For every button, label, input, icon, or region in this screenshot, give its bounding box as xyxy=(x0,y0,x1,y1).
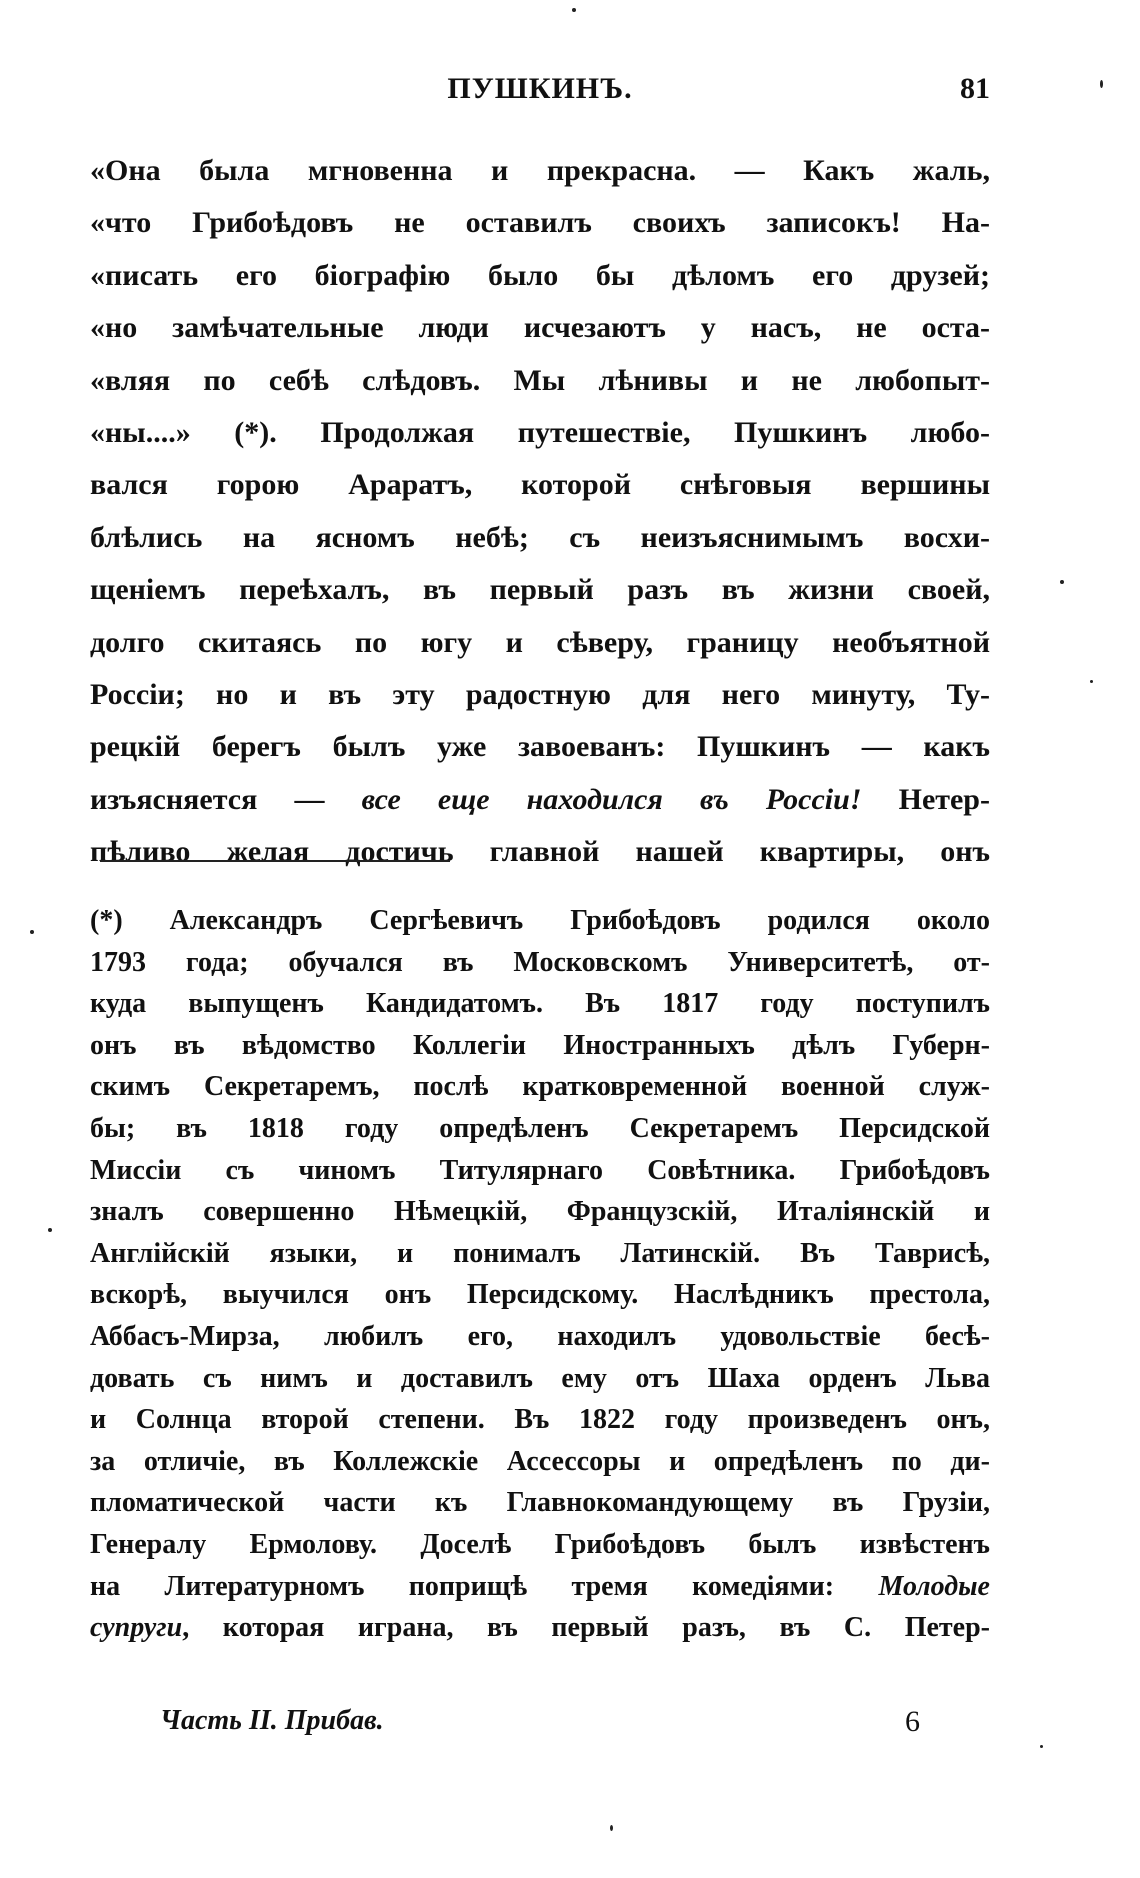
body-line: «ны....» (*). Продолжая путешествіе, Пушкинъ любо- xyxy=(90,416,990,450)
body-line-with-italic xyxy=(90,774,990,826)
footnote-line: пломатической части къ Главнокомандующему въ Грузіи, xyxy=(90,1487,990,1519)
body-line: долго скитаясь по югу и сѣверу, границу необъятной xyxy=(90,625,990,659)
signature-line xyxy=(160,1705,920,1745)
scan-speck xyxy=(1090,680,1093,683)
body-line: рецкій берегъ былъ уже завоеванъ: Пушкинъ — какъ xyxy=(90,730,990,764)
body-italic-quote: все еще находился въ Россіи! xyxy=(361,782,862,816)
footnote-line: Генералу Ермолову. Доселѣ Грибоѣдовъ былъ извѣстенъ xyxy=(90,1528,990,1560)
body-text-segment: изъясняется — xyxy=(90,782,362,816)
footnote-line: онъ въ вѣдомство Коллегіи Иностранныхъ дѣлъ Губерн- xyxy=(90,1029,990,1061)
footnote-line: вскорѣ, выучился онъ Персидскому. Наслѣдникъ престола, xyxy=(90,1279,990,1311)
scan-speck xyxy=(48,1228,52,1232)
footnote-separator xyxy=(100,860,450,862)
body-line: «вляя по себѣ слѣдовъ. Мы лѣнивы и не любопыт- xyxy=(90,363,990,397)
footnote-line: и Солнца второй степени. Въ 1822 году произведенъ онъ, xyxy=(90,1404,990,1436)
running-title: ПУШКИНЪ. xyxy=(447,72,633,105)
footnote-line: Англійскій языки, и понималъ Латинскій. Въ Таврисѣ, xyxy=(90,1237,990,1269)
footnote-italic-title: Молодые xyxy=(878,1570,990,1602)
body-line: щеніемъ переѣхалъ, въ первый разъ въ жизни своей, xyxy=(90,573,990,607)
footnote-line: 1793 года; обучался въ Московскомъ Университетѣ, от- xyxy=(90,946,990,978)
body-line: вался горою Араратъ, которой снѣговыя вершины xyxy=(90,468,990,502)
running-head xyxy=(90,72,990,112)
body-line: пѣливо желая достичь главной нашей квартиры, онъ xyxy=(90,835,990,869)
body-line: Россіи; но и въ эту радостную для него минуту, Ту- xyxy=(90,678,990,712)
footnote-line: бы; въ 1818 году опредѣленъ Секретаремъ Персидской xyxy=(90,1112,990,1144)
footnote-line-with-italic xyxy=(90,1607,990,1649)
scan-speck xyxy=(572,8,576,12)
body-line: «но замѣчательные люди исчезаютъ у насъ, не оста- xyxy=(90,311,990,345)
printer-signature: Часть II. Прибав. xyxy=(160,1705,384,1736)
body-line: «что Грибоѣдовъ не оставилъ своихъ записокъ! На- xyxy=(90,206,990,240)
scan-speck xyxy=(610,1825,613,1831)
footnote-line-with-italic xyxy=(90,1566,990,1608)
scan-speck xyxy=(1060,580,1064,584)
footnote-line: зналъ совершенно Нѣмецкій, Французскій, Италіянскій и xyxy=(90,1196,990,1228)
footnote xyxy=(90,900,990,1649)
scan-speck xyxy=(1100,80,1103,88)
footnote-line: Миссіи съ чиномъ Титулярнаго Совѣтника. Грибоѣдовъ xyxy=(90,1154,990,1186)
body-line: «писать его біографію было бы дѣломъ его друзей; xyxy=(90,258,990,292)
body-text-segment: Нетер- xyxy=(861,782,990,816)
body-line: «Она была мгновенна и прекрасна. — Какъ жаль, xyxy=(90,154,990,187)
footnote-line: за отличіе, въ Коллежскіе Ассессоры и опредѣленъ по ди- xyxy=(90,1445,990,1477)
footnote-line: Аббасъ-Мирза, любилъ его, находилъ удовольствіе бесѣ- xyxy=(90,1320,990,1352)
footnote-line: (*) Александръ Сергѣевичъ Грибоѣдовъ родился около xyxy=(90,905,990,936)
scan-speck xyxy=(30,930,34,934)
footnote-line: скимъ Секретаремъ, послѣ кратковременной военной служ- xyxy=(90,1071,990,1103)
body-line: блѣлись на ясномъ небѣ; съ неизъяснимымъ восхи- xyxy=(90,520,990,554)
footnote-line: куда выпущенъ Кандидатомъ. Въ 1817 году поступилъ xyxy=(90,988,990,1020)
footnote-text-segment: , которая играна, въ первый разъ, въ С. Петер- xyxy=(182,1612,990,1644)
sheet-number: 6 xyxy=(905,1705,920,1738)
main-text xyxy=(90,145,990,879)
footnote-italic-title: супруги xyxy=(90,1612,183,1644)
footnote-text-segment: на Литературномъ поприщѣ тремя комедіями: xyxy=(90,1570,879,1602)
page-number: 81 xyxy=(960,72,990,105)
scan-speck xyxy=(1040,1745,1043,1748)
footnote-line: довать съ нимъ и доставилъ ему отъ Шаха орденъ Льва xyxy=(90,1362,990,1394)
